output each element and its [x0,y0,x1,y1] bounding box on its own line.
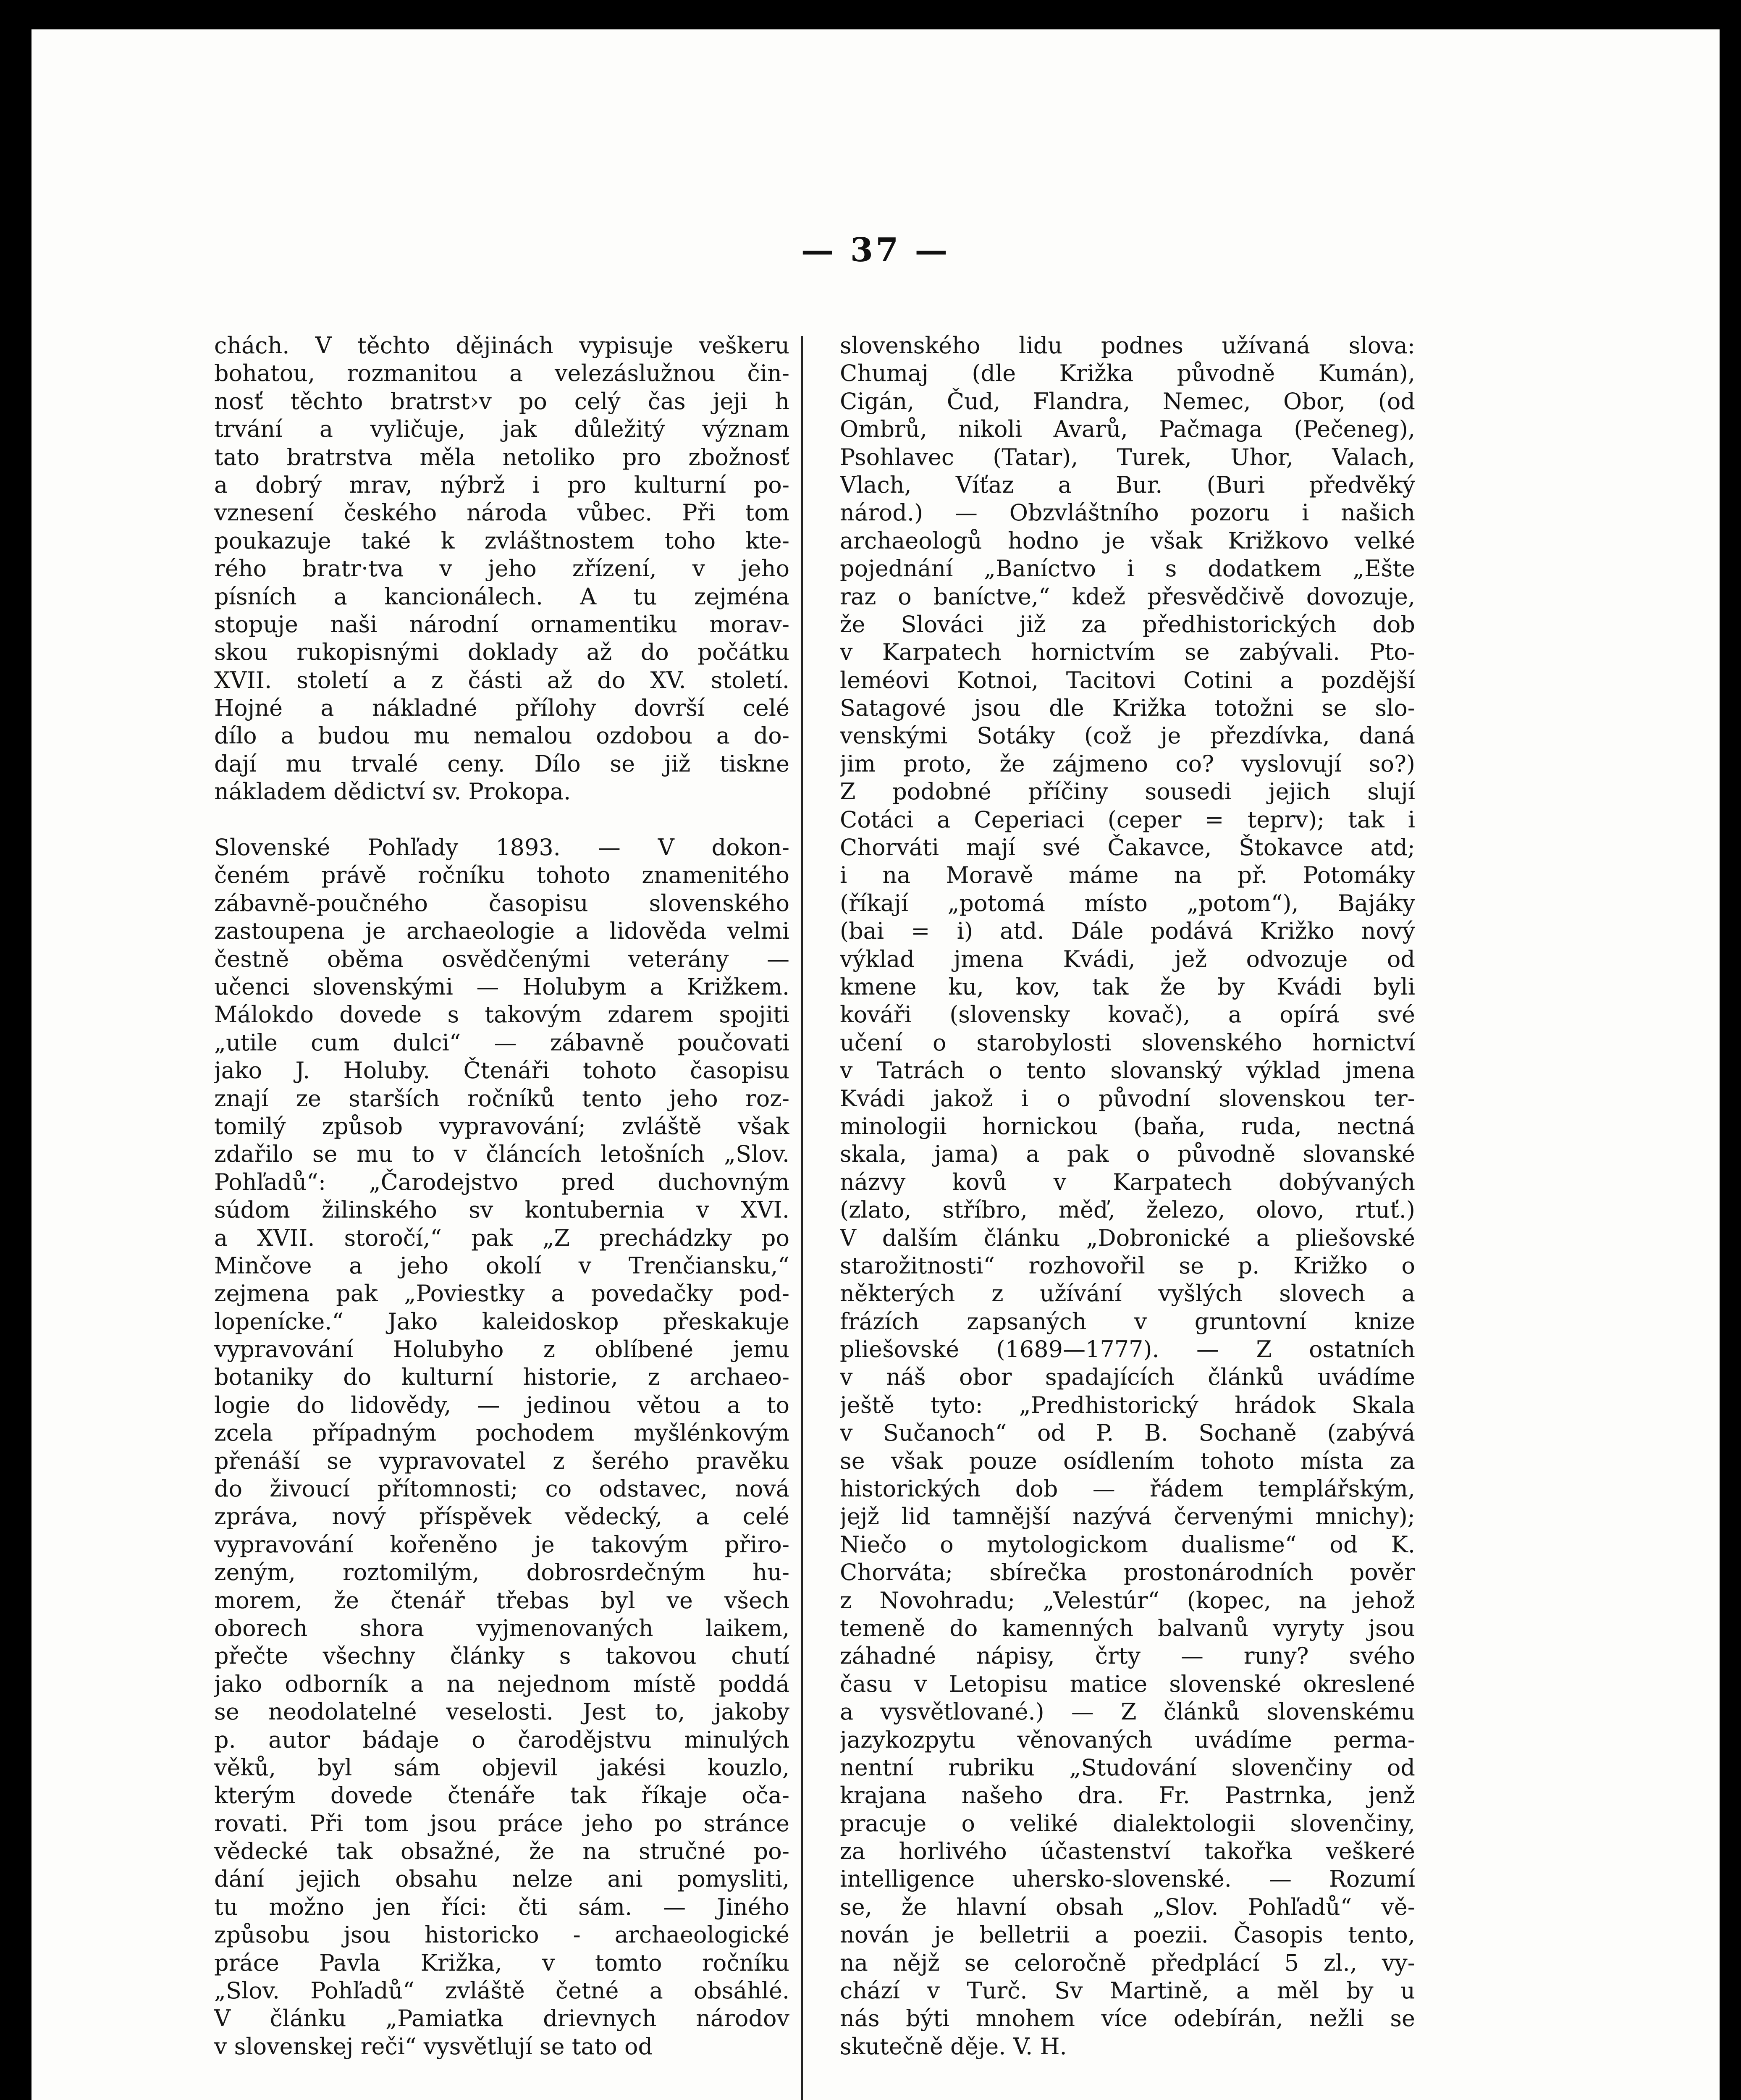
text-line: v Tatrách o tento slovanský výklad jmena [840,1057,1415,1084]
text-line: v náš obor spadajících článků uvádíme [840,1364,1415,1391]
text-line: nentní rubriku „Studování slovenčiny od [840,1754,1415,1781]
text-line: poukazuje také k zvláštnostem toho kte- [214,527,789,554]
text-line: věků, byl sám objevil jakési kouzlo, [214,1754,789,1781]
text-line: pliešovské (1689—1777). — Z ostatních [840,1336,1415,1363]
text-line: Chorváta; sbírečka prostonárodních pověr [840,1559,1415,1586]
text-line: oborech shora vyjmenovaných laikem, [214,1614,789,1641]
text-line: krajana našeho dra. Fr. Pastrnka, jenž [840,1782,1415,1809]
text-line: znají ze starších ročníků tento jeho roz- [214,1085,789,1112]
text-line: čeném právě ročníku tohoto znamenitého [214,862,789,889]
text-line: skutečně děje. V. H. [840,2033,1067,2060]
text-line: dílo a budou mu nemalou ozdobou a do- [214,722,789,749]
text-line: slovenského lidu podnes užívaná slova: [840,332,1415,359]
text-line: (zlato, stříbro, měď, železo, olovo, rtuť.) [840,1197,1415,1223]
text-line: nován je belletrii a poezii. Časopis tento, [840,1922,1415,1948]
text-line: kmene ku, kov, tak že by Kvádi byli [840,973,1415,1000]
text-line: přenáší se vypravovatel z šerého pravěku [214,1447,789,1474]
text-line: botaniky do kulturní historie, z archaeo- [214,1364,789,1391]
text-line: „utile cum dulci“ — zábavně poučovati [214,1029,789,1056]
text-line: přečte všechny články s takovou chutí [214,1643,789,1670]
text-line: historických dob — řádem templářským, [840,1475,1415,1502]
text-line: učení o starobylosti slovenského hornictví [840,1029,1415,1056]
text-line: rovati. Při tom jsou práce jeho po stránce [214,1810,789,1837]
text-line: frázích zapsaných v gruntovní knize [840,1308,1415,1335]
text-line: jim proto, že zájmeno co? vyslovují so?) [840,750,1415,777]
text-line: Niečo o mytologickom dualisme“ od K. [840,1531,1415,1558]
text-line: záhadné nápisy, črty — runy? svého [840,1643,1415,1670]
text-line: zejmena pak „Poviestky a povedačky pod- [214,1280,789,1307]
text-line: vypravování kořeněno je takovým přiro- [214,1531,789,1558]
document-page [31,29,1720,2100]
right-column [840,332,1415,2061]
text-line: zastoupena je archaeologie a lidověda velmi [214,918,789,945]
text-line: minologii hornickou (baňa, ruda, nectná [840,1113,1415,1139]
text-line: písních a kancionálech. A tu zejména [214,583,789,610]
text-line: zcela případným pochodem myšlénkovým [214,1420,789,1446]
text-line: lopenícke.“ Jako kaleidoskop přeskakuje [214,1308,789,1335]
text-line: stopuje naši národní ornamentiku morav- [214,611,789,638]
text-line: p. autor bádaje o čarodějstvu minulých [214,1726,789,1753]
text-line: vědecké tak obsažné, že na stručné po- [214,1838,789,1865]
text-line: venskými Sotáky (což je přezdívka, daná [840,722,1415,749]
text-line: se, že hlavní obsah „Slov. Pohľadů“ vě- [840,1893,1415,1920]
text-line: zdařilo se mu to v článcích letošních „Slov. [214,1141,789,1168]
text-line: nosť těchto bratrst›v po celý čas jeji h [214,388,789,415]
text-line: starožitnosti“ rozhovořil se p. Križko o [840,1252,1415,1279]
text-line: způsobu jsou historicko - archaeologické [214,1922,789,1948]
text-line: i na Moravě máme na př. Potomáky [840,862,1415,889]
page-number: — 37 — [801,231,950,269]
text-line: v Sučanoch“ od P. B. Sochaně (zabývá [840,1420,1415,1446]
text-line: Vlach, Víťaz a Bur. (Buri předvěký [840,471,1415,498]
text-line: jazykozpytu věnovaných uvádíme perma- [840,1726,1415,1753]
text-line: temeně do kamenných balvanů vyryty jsou [840,1614,1415,1641]
text-line: archaeologů hodno je však Križkovo velké [840,527,1415,554]
text-line: do živoucí přítomnosti; co odstavec, nová [214,1475,789,1502]
text-line: ještě tyto: „Predhistorický hrádok Skala [840,1391,1415,1418]
text-line: raz o baníctve,“ kdež přesvědčivě dovozuje, [840,583,1415,610]
text-line: tato bratrstva měla netoliko pro zbožnosť [214,444,789,470]
text-line: za horlivého účastenství takořka veškeré [840,1838,1415,1865]
text-line: národ.) — Obzvláštního pozoru i našich [840,499,1415,526]
column-divider [801,336,803,2100]
text-line: chách. V těchto dějinách vypisuje veškeru [214,332,789,359]
text-line: vypravování Holubyho z oblíbené jemu [214,1336,789,1363]
text-line: bohatou, rozmanitou a velezáslužnou čin- [214,360,789,387]
text-line: názvy kovů v Karpatech dobývaných [840,1168,1415,1195]
text-line: tu možno jen říci: čti sám. — Jiného [214,1893,789,1920]
text-line: V článku „Pamiatka drievnych národov [214,2005,789,2032]
text-line: leméovi Kotnoi, Tacitovi Cotini a pozdější [840,667,1415,693]
text-line: Chumaj (dle Križka původně Kumán), [840,360,1415,387]
text-line: z Novohradu; „Velestúr“ (kopec, na jehož [840,1587,1415,1614]
text-line: Cigán, Čud, Flandra, Nemec, Obor, (od [840,388,1415,415]
text-line: „Slov. Pohľadů“ zvláště četné a obsáhlé. [214,1977,789,2004]
text-line: čestně oběma osvědčenými veterány — [214,945,789,972]
text-line: (říkají „potomá místo „potom“), Bajáky [840,890,1415,916]
text-line: skala, jama) a pak o původně slovanské [840,1141,1415,1168]
text-line: Cotáci a Ceperiaci (ceper = teprv); tak i [840,806,1415,833]
text-line: súdom žilinského sv kontubernia v XVI. [214,1197,789,1223]
text-line: výklad jmena Kvádi, jež odvozuje od [840,945,1415,972]
text-line: intelligence uhersko-slovenské. — Rozumí [840,1866,1415,1893]
text-line: logie do lidovědy, — jedinou větou a to [214,1391,789,1418]
text-line: Málokdo dovede s takovým zdarem spojiti [214,1001,789,1028]
text-line: dají mu trvalé ceny. Dílo se již tiskne [214,750,789,777]
text-line: a dobrý mrav, nýbrž i pro kulturní po- [214,471,789,498]
text-line: vznesení českého národa vůbec. Při tom [214,499,789,526]
text-line: kterým dovede čtenáře tak říkaje oča- [214,1782,789,1809]
text-line: Hojné a nákladné přílohy dovrší celé [214,695,789,722]
text-line: V dalším článku „Dobronické a pliešovské [840,1224,1415,1251]
text-line: práce Pavla Križka, v tomto ročníku [214,1949,789,1976]
left-column [214,332,789,2061]
text-line: skou rukopisnými doklady až do počátku [214,639,789,666]
text-line: se neodolatelné veselosti. Jest to, jakoby [214,1698,789,1725]
text-line: zábavně-poučného časopisu slovenského [214,890,789,916]
text-line: a vysvětlované.) — Z článků slovenskému [840,1698,1415,1725]
text-line: Kvádi jakož i o původní slovenskou ter- [840,1085,1415,1112]
text-line: pojednání „Baníctvo i s dodatkem „Ešte [840,555,1415,582]
text-line: dání jejich obsahu nelze ani pomysliti, [214,1866,789,1893]
text-line: morem, že čtenář třebas byl ve všech [214,1587,789,1614]
text-line: (bai = i) atd. Dále podává Križko nový [840,918,1415,945]
text-line: Chorváti mají své Čakavce, Štokavce atd; [840,834,1415,861]
text-line: Satagové jsou dle Križka totožni se slo- [840,695,1415,722]
text-line: se však pouze osídlením tohoto místa za [840,1447,1415,1474]
text-line: a XVII. storočí,“ pak „Z prechádzky po [214,1224,789,1251]
text-line: jako J. Holuby. Čtenáři tohoto časopisu [214,1057,789,1084]
text-line: Slovenské Pohľady 1893. — V dokon- [214,834,789,861]
text-line: zpráva, nový příspěvek vědecký, a celé [214,1503,789,1530]
text-line: že Slováci již za předhistorických dob [840,611,1415,638]
text-line: tomilý způsob vypravování; zvláště však [214,1113,789,1139]
text-line: pracuje o veliké dialektologii slovenčiny, [840,1810,1415,1837]
text-line: Minčove a jeho okolí v Trenčiansku,“ [214,1252,789,1279]
text-line: nás býti mnohem více odebírán, nežli se [840,2005,1415,2032]
text-line: trvání a vyličuje, jak důležitý význam [214,416,789,443]
text-line: Pohľadů“: „Čarodejstvo pred duchovným [214,1168,789,1195]
text-line: rého bratr·tva v jeho zřízení, v jeho [214,555,789,582]
text-line: kováři (slovensky kovač), a opírá své [840,1001,1415,1028]
text-line: XVII. století a z části až do XV. století. [214,667,789,693]
text-line: v slovenskej reči“ vysvětlují se tato od [214,2033,653,2060]
text-line: na nějž se celoročně předplácí 5 zl., vy- [840,1949,1415,1976]
text-line: učenci slovenskými — Holubym a Križkem. [214,973,789,1000]
text-line: zeným, roztomilým, dobrosrdečným hu- [214,1559,789,1586]
text-line: některých z užívání vyšlých slovech a [840,1280,1415,1307]
text-line: času v Letopisu matice slovenské okreslené [840,1670,1415,1697]
text-line: v Karpatech hornictvím se zabývali. Pto- [840,639,1415,666]
text-line: chází v Turč. Sv Martině, a měl by u [840,1977,1415,2004]
text-line [214,806,789,834]
text-line: Psohlavec (Tatar), Turek, Uhor, Valach, [840,444,1415,470]
text-line: jejž lid tamnější nazývá červenými mnichy); [840,1503,1415,1530]
text-line: jako odborník a na nejednom místě poddá [214,1670,789,1697]
text-line: Ombrů, nikoli Avarů, Pačmaga (Pečeneg), [840,416,1415,443]
text-line: nákladem dědictví sv. Prokopa. [214,778,571,805]
text-line: Z podobné příčiny sousedi jejich slují [840,778,1415,805]
